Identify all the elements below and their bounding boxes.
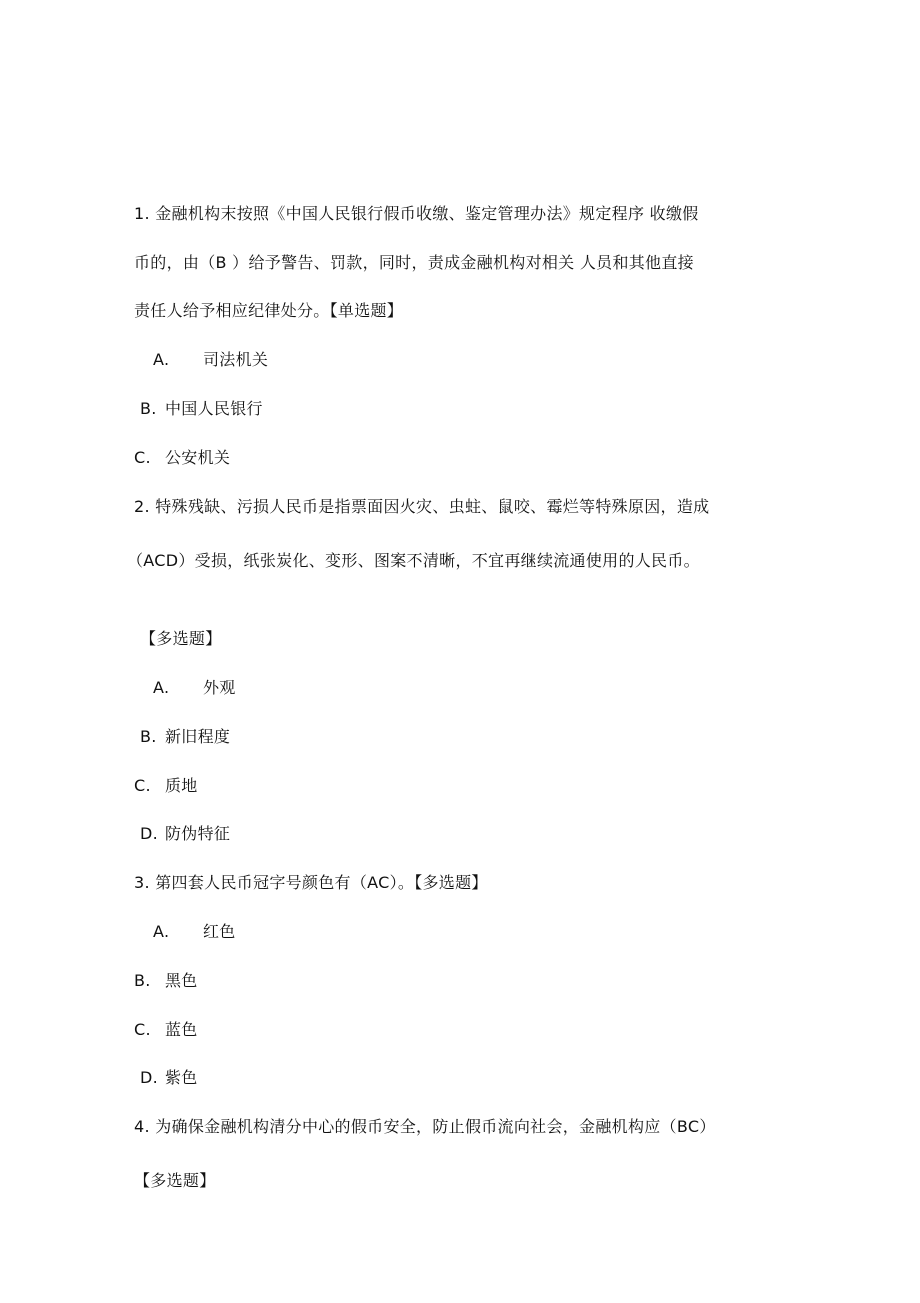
q2-type-label: 【多选题】 bbox=[140, 629, 222, 648]
q3-option-a bbox=[153, 922, 236, 942]
option-letter: A. bbox=[153, 922, 170, 941]
option-text: 外观 bbox=[203, 678, 236, 697]
q2-stem-line-2: （ACD）受损，纸张炭化、变形、图案不清晰，不宜再继续流通使用的人民币。 bbox=[127, 551, 700, 570]
q2-stem-line-1: 2. 特殊残缺、污损人民币是指票面因火灾、虫蛀、鼠咬、霉烂等特殊原因，造成 bbox=[134, 497, 710, 516]
q4-type-label: 【多选题】 bbox=[134, 1171, 216, 1190]
q1-option-c bbox=[134, 448, 230, 468]
q2-option-d bbox=[140, 824, 230, 844]
option-text: 公安机关 bbox=[165, 448, 231, 467]
q1-stem-line-1: 1. 金融机构末按照《中国人民银行假币收缴、鉴定管理办法》规定程序 收缴假 bbox=[134, 204, 699, 223]
option-letter: C. bbox=[134, 1020, 151, 1039]
option-letter: C. bbox=[134, 448, 151, 467]
q3-stem-line-1: 3. 第四套人民币冠字号颜色有（AC）。【多选题】 bbox=[134, 873, 488, 892]
q2-option-b bbox=[140, 727, 230, 747]
option-text: 防伪特征 bbox=[165, 824, 231, 843]
q1-stem-line-3: 责任人给予相应纪律处分。【单选题】 bbox=[134, 301, 404, 320]
option-text: 新旧程度 bbox=[165, 727, 231, 746]
option-letter: A. bbox=[153, 678, 170, 697]
q4-stem-line-1: 4. 为确保金融机构清分中心的假币安全，防止假币流向社会，金融机构应（BC） bbox=[134, 1117, 716, 1136]
option-letter: A. bbox=[153, 350, 170, 369]
option-text: 司法机关 bbox=[203, 350, 269, 369]
option-letter: D. bbox=[140, 824, 159, 843]
option-letter: B. bbox=[140, 727, 157, 746]
q2-option-a bbox=[153, 678, 236, 698]
option-text: 中国人民银行 bbox=[165, 399, 263, 418]
option-text: 紫色 bbox=[165, 1068, 198, 1087]
option-text: 红色 bbox=[203, 922, 236, 941]
q3-option-d bbox=[140, 1068, 198, 1088]
option-letter: D. bbox=[140, 1068, 159, 1087]
q3-option-c bbox=[134, 1020, 198, 1040]
q2-option-c bbox=[134, 776, 198, 796]
option-letter: C. bbox=[134, 776, 151, 795]
q3-option-b bbox=[134, 971, 198, 991]
option-text: 黑色 bbox=[165, 971, 198, 990]
q1-option-b bbox=[140, 399, 263, 419]
q1-option-a bbox=[153, 350, 268, 370]
q1-stem-line-2: 币的，由（B ）给予警告、罚款，同时，责成金融机构对相关 人员和其他直接 bbox=[134, 253, 694, 272]
option-text: 蓝色 bbox=[165, 1020, 198, 1039]
option-letter: B. bbox=[134, 971, 151, 990]
option-text: 质地 bbox=[165, 776, 198, 795]
option-letter: B. bbox=[140, 399, 157, 418]
